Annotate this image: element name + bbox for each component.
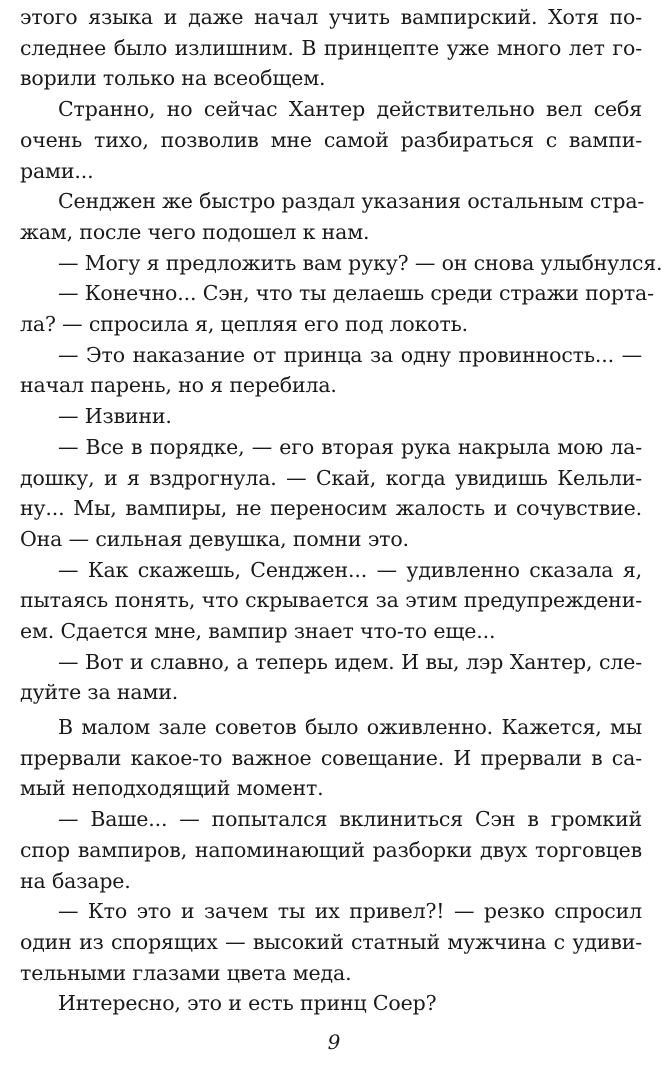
text-line: мый неподходящий момент. (20, 776, 324, 801)
text-line: Странно, но сейчас Хантер действительно вел себя (58, 97, 642, 122)
page-number: 9 (327, 1030, 341, 1054)
text-line: — Вот и славно, а теперь идем. И вы, лэр Хантер, сле- (58, 649, 642, 674)
text-line: — Кто это и зачем ты их привел?! — резко спросил (58, 899, 642, 924)
text-line: этого языка и даже начал учить вампирский. Хотя по- (20, 5, 642, 29)
text-line: спор вампиров, напоминающий разборки двух торговцев (20, 837, 642, 862)
text-line: — Могу я предложить вам руку? — он снова улыбнулся. (58, 250, 663, 275)
text-line: ем. Сдается мне, вампир знает что-то еще... (20, 619, 496, 643)
text-line: Интересно, это и есть принц Соер? (58, 991, 437, 1016)
text-line: очень тихо, позволив мне самой разбираться с вампи- (20, 127, 642, 152)
text-line: — Это наказание от принца за одну провинность... — (58, 342, 642, 367)
text-line: на базаре. (20, 868, 131, 893)
text-line: пытаясь понять, что скрывается за этим предупреждени- (20, 588, 642, 613)
text-line: — Все в порядке, — его вторая рука накрыла мою ла- (58, 434, 642, 459)
text-line: начал парень, но я перебила. (20, 373, 337, 398)
text-line: дошку, и я вздрогнула. — Скай, когда увидишь Кельли- (20, 465, 642, 490)
text-line: рами... (20, 158, 94, 183)
text-line: дуйте за нами. (20, 680, 179, 705)
text-line: — Как скажешь, Сенджен... — удивленно сказала я, (58, 557, 642, 582)
text-line: — Ваше... — попытался вклиниться Сэн в громкий (58, 807, 642, 832)
text-line: следнее было излишним. В принцепте уже много лет го- (20, 35, 642, 60)
text-line: Она — сильная девушка, помни это. (20, 526, 409, 551)
text-line: ну... Мы, вампиры, не переносим жалость и сочувствие. (20, 496, 642, 521)
text-line: — Конечно... Сэн, что ты делаешь среди стражи порта- (58, 281, 654, 306)
text-line: жам, после чего подошел к нам. (20, 219, 370, 244)
text-line: ла? — спросила я, цепляя его под локоть. (20, 312, 469, 336)
text-line: прервали какое-то важное совещание. И прервали в са- (20, 745, 642, 770)
text-line: В малом зале советов было оживленно. Кажется, мы (58, 715, 642, 739)
text-line: ворили только на всеобщем. (20, 66, 326, 91)
text-line: — Извини. (58, 404, 172, 429)
text-line: один из спорящих — высокий статный мужчина с удиви- (20, 929, 642, 954)
text-line: тельными глазами цвета меда. (20, 960, 352, 985)
text-line: Сенджен же быстро раздал указания остальным стра- (58, 189, 645, 214)
